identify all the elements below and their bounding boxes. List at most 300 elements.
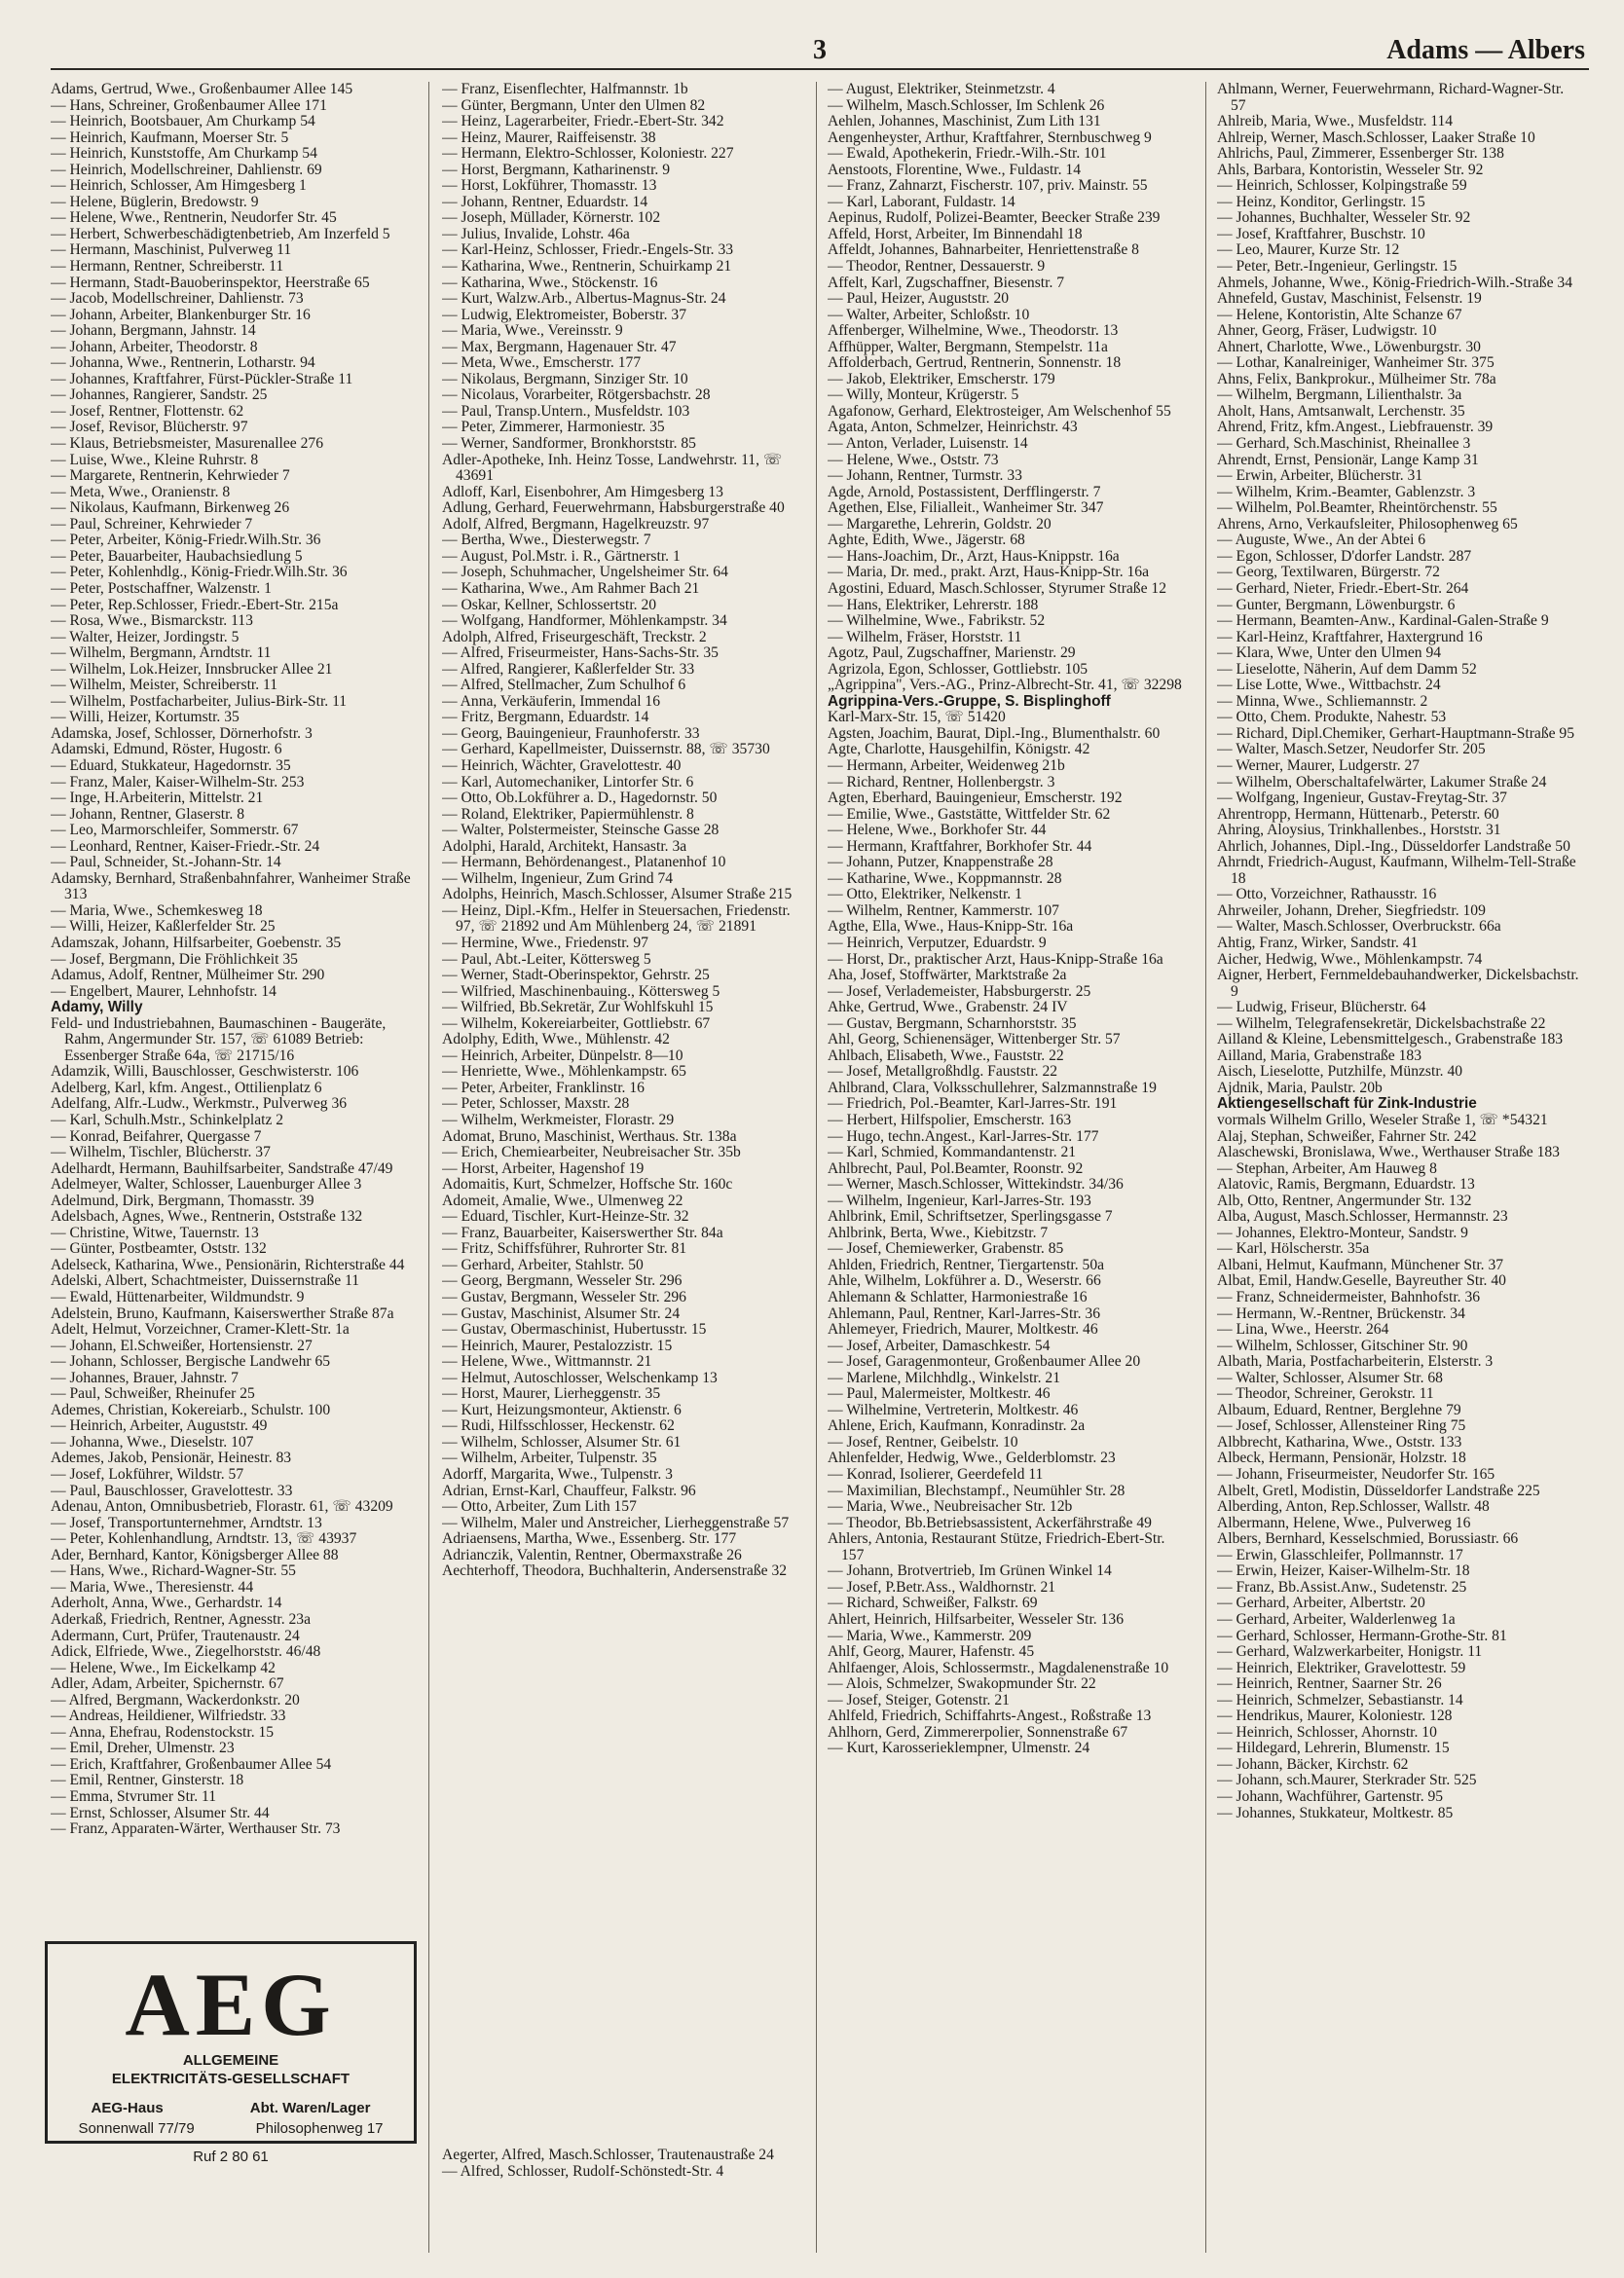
list-item: — Josef, Verlademeister, Habsburgerstr. 25 (828, 982, 1091, 1000)
list-item: — Maria, Dr. med., prakt. Arzt, Haus-Knipp-Str. 16a (828, 564, 1150, 581)
list-item: — Rudi, Hilfsschlosser, Heckenstr. 62 (442, 1417, 675, 1435)
list-item: — Willy, Monteur, Krügerstr. 5 (828, 386, 1019, 404)
list-item: Adlung, Gerhard, Feuerwehrmann, Habsburgerstraße 40 (442, 499, 785, 517)
list-item: — Katharina, Wwe., Rentnerin, Schuirkamp 21 (442, 258, 732, 276)
list-item: — Ewald, Apothekerin, Friedr.-Wilh.-Str. 101 (828, 145, 1107, 163)
list-item: Adolphs, Heinrich, Masch.Schlosser, Alsumer Straße 215 (442, 886, 793, 903)
list-item: Ahlert, Heinrich, Hilfsarbeiter, Wesseler Str. 136 (828, 1610, 1124, 1628)
list-item: — Emil, Rentner, Ginsterstr. 18 (51, 1772, 244, 1789)
list-item: Adelski, Albert, Schachtmeister, Duissernstraße 11 (51, 1272, 360, 1290)
list-item: Agten, Eberhard, Bauingenieur, Emscherstr. 192 (828, 790, 1123, 807)
list-item: — Franz, Maler, Kaiser-Wilhelm-Str. 253 (51, 773, 305, 790)
list-item: — Alfred, Rangierer, Kaßlerfelder Str. 33 (442, 660, 695, 678)
directory-column-3 (828, 82, 1190, 2253)
list-item: Aegerter, Alfred, Masch.Schlosser, Trautenaustraße 24 (442, 2147, 774, 2163)
list-item: Ahnert, Charlotte, Wwe., Löwenburgstr. 30 (1217, 338, 1481, 355)
list-item: — Emil, Dreher, Ulmenstr. 23 (51, 1740, 235, 1757)
list-item: — Johann, Arbeiter, Theodorstr. 8 (51, 338, 258, 355)
list-item: — Franz, Eisenflechter, Halfmannstr. 1b (442, 82, 688, 97)
list-item: Ailland, Maria, Grabenstraße 183 (1217, 1047, 1422, 1064)
list-item: — Hans-Joachim, Dr., Arzt, Haus-Knippstr. 16a (828, 547, 1120, 565)
list-item: Ahle, Wilhelm, Lokführer a. D., Weserstr. 66 (828, 1272, 1101, 1290)
list-item: Alberding, Anton, Rep.Schlosser, Wallstr. 48 (1217, 1498, 1490, 1516)
list-item: — Wilhelm, Oberschaltafelwärter, Lakumer Straße 24 (1217, 773, 1547, 790)
list-item: — Walter, Masch.Setzer, Neudorfer Str. 205 (1217, 741, 1486, 758)
list-item: — Karl, Automechaniker, Lintorfer Str. 6 (442, 773, 694, 790)
list-item: — Eduard, Tischler, Kurt-Heinze-Str. 32 (442, 1208, 689, 1226)
list-item: — Karl, Schulh.Mstr., Schinkelplatz 2 (51, 1112, 284, 1128)
list-item: Agrizola, Egon, Schlosser, Gottliebstr. 105 (828, 660, 1089, 678)
list-item: — Peter, Arbeiter, König-Friedr.Wilh.Str. 36 (51, 532, 321, 549)
list-item: — Walter, Polstermeister, Steinsche Gasse 28 (442, 822, 720, 839)
list-item: — Peter, Schlosser, Maxstr. 28 (442, 1095, 630, 1113)
list-item: Alatovic, Ramis, Bergmann, Eduardstr. 13 (1217, 1176, 1475, 1194)
list-item: Ahlbrink, Berta, Wwe., Kiebitzstr. 7 (828, 1224, 1049, 1241)
list-item: — Ludwig, Elektromeister, Boberstr. 37 (442, 306, 686, 323)
list-item: — Horst, Maurer, Lierheggenstr. 35 (442, 1385, 661, 1403)
list-item: — Meta, Wwe., Emscherstr. 177 (442, 354, 642, 372)
list-item: Adomaitis, Kurt, Schmelzer, Hoffsche Str. 160c (442, 1176, 733, 1194)
list-item: — Wilhelm, Postfacharbeiter, Julius-Birk-Str. 11 (51, 692, 348, 710)
list-item: — Wilhelm, Tischler, Blücherstr. 37 (51, 1144, 271, 1161)
ad-right-heading: Abt. Waren/Lager (249, 2100, 371, 2116)
list-item: — Wilhelm, Ingenieur, Karl-Jarres-Str. 193 (828, 1192, 1091, 1209)
list-item: — Gerhard, Sch.Maschinist, Rheinallee 3 (1217, 435, 1471, 453)
list-item: Albath, Maria, Postfacharbeiterin, Elsterstr. 3 (1217, 1353, 1494, 1371)
list-item: — Wilhelm, Telegrafensekretär, Dickelsbachstraße 22 (1217, 1014, 1546, 1032)
list-item: — Johannes, Elektro-Monteur, Sandstr. 9 (1217, 1224, 1468, 1241)
list-item: Adler, Adam, Arbeiter, Spichernstr. 67 (51, 1675, 284, 1693)
list-item: — Nikolaus, Kaufmann, Birkenweg 26 (51, 499, 290, 517)
list-item: — Erwin, Heizer, Kaiser-Wilhelm-Str. 18 (1217, 1562, 1470, 1580)
list-item: — Paul, Abt.-Leiter, Köttersweg 5 (442, 950, 651, 968)
list-item: Adamszak, Johann, Hilfsarbeiter, Goebenstr. 35 (51, 934, 342, 951)
list-item: — Wilhelm, Bergmann, Arndtstr. 11 (51, 644, 272, 662)
list-item: Feld- und Industriebahnen, Baumaschinen - Baugeräte, Rahm, Angermunder Str. 157, ☏ 61089 Betrieb: Essenberger Straße 64a, ☏ 21715/16 (51, 1014, 387, 1064)
list-item: — Andreas, Heildiener, Wilfriedstr. 33 (51, 1708, 286, 1725)
list-item: — Paul, Schneider, St.-Johann-Str. 14 (51, 854, 281, 871)
list-item: — Otto, Vorzeichner, Rathausstr. 16 (1217, 886, 1437, 903)
list-item: Karl-Marx-Str. 15, ☏ 51420 (828, 709, 1006, 726)
list-item: — Walter, Arbeiter, Schloßstr. 10 (828, 306, 1030, 323)
list-item: — Wilhelm, Arbeiter, Tulpenstr. 35 (442, 1450, 657, 1467)
list-item: — Helene, Kontoristin, Alte Schanze 67 (1217, 306, 1462, 323)
list-item: Agthe, Ella, Wwe., Haus-Knipp-Str. 16a (828, 918, 1074, 936)
list-item: — Hugo, techn.Angest., Karl-Jarres-Str. 177 (828, 1127, 1099, 1145)
list-item: — Josef, Schlosser, Allensteiner Ring 75 (1217, 1417, 1466, 1435)
directory-column-1 (51, 82, 413, 2253)
list-item: — Walter, Schlosser, Alsumer Str. 68 (1217, 1369, 1443, 1386)
list-item: — Wilhelmine, Wwe., Fabrikstr. 52 (828, 612, 1046, 630)
list-item: — Peter, Rep.Schlosser, Friedr.-Ebert-Str. 215a (51, 596, 339, 613)
list-item: — Rosa, Wwe., Bismarckstr. 113 (51, 612, 253, 630)
list-item: — Karl, Laborant, Fuldastr. 14 (828, 193, 1015, 210)
list-item: — Wolfgang, Ingenieur, Gustav-Freytag-Str. 37 (1217, 790, 1507, 807)
list-item: — Gustav, Bergmann, Scharnhorststr. 35 (828, 1014, 1077, 1032)
list-item: — Franz, Bauarbeiter, Kaiserswerther Str. 84a (442, 1224, 723, 1241)
list-item: — Otto, Elektriker, Nelkenstr. 1 (828, 886, 1022, 903)
list-item: Agotz, Paul, Zugschaffner, Marienstr. 29 (828, 644, 1076, 662)
list-item: Adolph, Alfred, Friseurgeschäft, Treckstr. 2 (442, 628, 707, 645)
list-item: Affeld, Horst, Arbeiter, Im Binnendahl 18 (828, 225, 1083, 242)
list-item: Ahrendt, Ernst, Pensionär, Lange Kamp 31 (1217, 451, 1479, 468)
list-item: Ahlene, Erich, Kaufmann, Konradinstr. 2a (828, 1417, 1086, 1435)
list-item: — Roland, Elektriker, Papiermühlenstr. 8 (442, 805, 694, 823)
list-item: — Josef, Rentner, Geibelstr. 10 (828, 1433, 1018, 1451)
list-item: Ahlbach, Elisabeth, Wwe., Fauststr. 22 (828, 1047, 1064, 1064)
list-item: — Gustav, Obermaschinist, Hubertusstr. 15 (442, 1321, 707, 1339)
list-item: — Hermine, Wwe., Friedenstr. 97 (442, 934, 648, 951)
list-item: — Julius, Invalide, Lohstr. 46a (442, 225, 630, 242)
list-item: — Alfred, Bergmann, Wackerdonkstr. 20 (51, 1691, 300, 1708)
list-item: Adamsky, Bernhard, Straßenbahnfahrer, Wanheimer Straße 313 (51, 869, 411, 903)
list-item: — Günter, Bergmann, Unter den Ulmen 82 (442, 96, 706, 114)
list-item: — Gerhard, Schlosser, Hermann-Grothe-Str. 81 (1217, 1627, 1507, 1644)
list-item: Alaj, Stephan, Schweißer, Fahrner Str. 242 (1217, 1127, 1477, 1145)
list-item: — Wilhelm, Lok.Heizer, Innsbrucker Allee 21 (51, 660, 333, 678)
list-item: — Gerhard, Kapellmeister, Duissernstr. 88, ☏ 35730 (442, 741, 770, 758)
list-item: Ahrens, Arno, Verkaufsleiter, Philosophenweg 65 (1217, 515, 1518, 533)
list-item: Adloff, Karl, Eisenbohrer, Am Himgesberg 13 (442, 483, 723, 500)
list-item: — Paul, Bauschlosser, Gravelottestr. 33 (51, 1482, 293, 1499)
list-item: Ahlemeyer, Friedrich, Maurer, Moltkestr. 46 (828, 1321, 1098, 1339)
list-item: — Lieselotte, Näherin, Auf dem Damm 52 (1217, 660, 1477, 678)
list-item: — Hans, Wwe., Richard-Wagner-Str. 55 (51, 1562, 296, 1580)
list-item: Aholt, Hans, Amtsanwalt, Lerchenstr. 35 (1217, 402, 1465, 420)
list-item: — Theodor, Bb.Betriebsassistent, Ackerfährstraße 49 (828, 1514, 1152, 1531)
directory-columns (51, 82, 1589, 2253)
list-item: — Johann, Schlosser, Bergische Landwehr 65 (51, 1353, 331, 1371)
list-item: — Heinz, Lagerarbeiter, Friedr.-Ebert-Str. 342 (442, 113, 724, 130)
directory-column-2 (442, 82, 804, 2253)
list-item: Ahlfeld, Friedrich, Schiffahrts-Angest., Roßstraße 13 (828, 1708, 1152, 1725)
list-item: — Josef, Kraftfahrer, Buschstr. 10 (1217, 225, 1425, 242)
list-item: — Karl, Hölscherstr. 35a (1217, 1240, 1370, 1258)
list-item: — Theodor, Schreiner, Gerokstr. 11 (1217, 1385, 1434, 1403)
list-item: — Minna, Wwe., Schliemannstr. 2 (1217, 692, 1428, 710)
list-item: Adamski, Edmund, Röster, Hugostr. 6 (51, 741, 282, 758)
list-item: — Wilhelm, Kokereiarbeiter, Gottliebstr. 67 (442, 1014, 711, 1032)
list-item: Agostini, Eduard, Masch.Schlosser, Styrumer Straße 12 (828, 579, 1167, 597)
list-item: — Bertha, Wwe., Diesterwegstr. 7 (442, 532, 651, 549)
list-item: — Alfred, Friseurmeister, Hans-Sachs-Str. 35 (442, 644, 719, 662)
list-item: — Emilie, Wwe., Gaststätte, Wittfelder Str. 62 (828, 805, 1111, 823)
list-item: — Josef, Transportunternehmer, Arndtstr. 13 (51, 1514, 322, 1531)
list-item: — Hermann, Rentner, Schreiberstr. 11 (51, 258, 284, 276)
list-item: Ahlf, Georg, Maurer, Hafenstr. 45 (828, 1643, 1035, 1661)
list-item: — Helene, Wwe., Wittmannstr. 21 (442, 1353, 652, 1371)
list-item: — Johann, Putzer, Knappenstraße 28 (828, 854, 1053, 871)
list-item: „Agrippina", Vers.-AG., Prinz-Albrecht-Str. 41, ☏ 32298 (828, 677, 1182, 694)
list-item: — Wilhelm, Schlosser, Alsumer Str. 61 (442, 1433, 682, 1451)
list-item: Aengenheyster, Arthur, Kraftfahrer, Sternbuschweg 9 (828, 129, 1152, 146)
list-item: Adrian, Ernst-Karl, Chauffeur, Falkstr. 96 (442, 1482, 696, 1499)
list-item: Ahlden, Friedrich, Rentner, Tiergartenstr. 50a (828, 1256, 1105, 1273)
list-item: — Heinrich, Schlosser, Ahornstr. 10 (1217, 1723, 1437, 1741)
list-item: — Karl-Heinz, Kraftfahrer, Haxtergrund 16 (1217, 628, 1483, 645)
list-item: — August, Elektriker, Steinmetzstr. 4 (828, 82, 1055, 97)
list-item: Ademes, Christian, Kokereiarb., Schulstr. 100 (51, 1401, 331, 1418)
list-item: — Horst, Dr., praktischer Arzt, Haus-Knipp-Straße 16a (828, 950, 1163, 968)
list-item: — Johann, Bäcker, Kirchstr. 62 (1217, 1755, 1409, 1773)
list-item: — Max, Bergmann, Hagenauer Str. 47 (442, 338, 677, 355)
list-item: — Katharina, Wwe., Am Rahmer Bach 21 (442, 579, 700, 597)
list-item: Ahnefeld, Gustav, Maschinist, Felsenstr. 19 (1217, 290, 1482, 308)
list-item: — Hans, Elektriker, Lehrerstr. 188 (828, 596, 1039, 613)
list-item: Ahlfaenger, Alois, Schlossermstr., Magdalenenstraße 10 (828, 1659, 1169, 1676)
list-item: — Georg, Textilwaren, Bürgerstr. 72 (1217, 564, 1440, 581)
list-item: Agata, Anton, Schmelzer, Heinrichstr. 43 (828, 419, 1078, 436)
ad-left-heading: AEG-Haus (91, 2100, 164, 2116)
list-item: — Horst, Lokführer, Thomasstr. 13 (442, 177, 657, 195)
list-item: — Kurt, Heizungsmonteur, Aktienstr. 6 (442, 1401, 682, 1418)
list-item: — Paul, Malermeister, Moltkestr. 46 (828, 1385, 1051, 1403)
list-item: — Johann, Rentner, Glaserstr. 8 (51, 805, 245, 823)
list-item: — Walter, Heizer, Jordingstr. 5 (51, 628, 240, 645)
list-item: — Josef, Arbeiter, Damaschkestr. 54 (828, 1337, 1051, 1354)
list-item: — Emma, Stvrumer Str. 11 (51, 1787, 217, 1805)
list-item: — Johann, Rentner, Turmstr. 33 (828, 467, 1022, 485)
list-item: — Engelbert, Maurer, Lehnhofstr. 14 (51, 982, 277, 1000)
list-item: Ahrndt, Friedrich-August, Kaufmann, Wilhelm-Tell-Straße 18 (1217, 854, 1576, 887)
list-item: — Heinrich, Kaufmann, Moerser Str. 5 (51, 129, 289, 146)
list-item: Ahner, Georg, Fräser, Ludwigstr. 10 (1217, 322, 1437, 340)
list-item: Albermann, Helene, Wwe., Pulverweg 16 (1217, 1514, 1471, 1531)
page-header (51, 29, 1589, 70)
list-item: — Ludwig, Friseur, Blücherstr. 64 (1217, 999, 1426, 1016)
list-item: — Konrad, Beifahrer, Quergasse 7 (51, 1127, 262, 1145)
list-item: Adrianczik, Valentin, Rentner, Obermaxstraße 26 (442, 1546, 742, 1563)
list-item: — Erwin, Arbeiter, Blücherstr. 31 (1217, 467, 1423, 485)
list-item: — Werner, Sandformer, Bronkhorststr. 85 (442, 435, 696, 453)
list-item: — Johann, Friseurmeister, Neudorfer Str. 165 (1217, 1466, 1495, 1484)
list-item: — Leo, Marmorschleifer, Sommerstr. 67 (51, 822, 299, 839)
list-item: — Hermann, W.-Rentner, Brückenstr. 34 (1217, 1304, 1465, 1322)
list-item: — Wilhelm, Schlosser, Gitschiner Str. 90 (1217, 1337, 1468, 1354)
list-item: Albers, Bernhard, Kesselschmied, Borussiastr. 66 (1217, 1530, 1519, 1548)
list-item: — Inge, H.Arbeiterin, Mittelstr. 21 (51, 790, 264, 807)
list-item: — Leonhard, Rentner, Kaiser-Friedr.-Str. 24 (51, 837, 320, 855)
list-item: Adelsbach, Agnes, Wwe., Rentnerin, Oststraße 132 (51, 1208, 363, 1226)
list-item: — Helene, Wwe., Oststr. 73 (828, 451, 999, 468)
list-item: — Helene, Wwe., Borkhofer Str. 44 (828, 822, 1047, 839)
list-item: — Peter, Kohlenhdlg., König-Friedr.Wilh.Str. 36 (51, 564, 348, 581)
list-item: — Peter, Zimmerer, Harmoniestr. 35 (442, 419, 665, 436)
list-item: — Johanna, Wwe., Dieselstr. 107 (51, 1433, 254, 1451)
list-item: — Katharina, Wwe., Stöckenstr. 16 (442, 274, 658, 291)
list-item: Agrippina-Vers.-Gruppe, S. Bisplinghoff (828, 692, 1111, 710)
list-item: Affelt, Karl, Zugschaffner, Biesenstr. 7 (828, 274, 1065, 291)
list-item: — Heinz, Maurer, Raiffeisenstr. 38 (442, 129, 656, 146)
list-item: Ahmels, Johanne, Wwe., König-Friedrich-Wilh.-Straße 34 (1217, 274, 1573, 291)
list-item: Aepinus, Rudolf, Polizei-Beamter, Beecker Straße 239 (828, 209, 1161, 227)
list-item: — Maria, Wwe., Theresienstr. 44 (51, 1578, 254, 1596)
list-item: Ajdnik, Maria, Paulstr. 20b (1217, 1079, 1383, 1096)
list-item: — Hermann, Stadt-Bauoberinspektor, Heerstraße 65 (51, 274, 370, 291)
list-item: — Josef, Lokführer, Wildstr. 57 (51, 1466, 244, 1484)
list-item: — Peter, Betr.-Ingenieur, Gerlingstr. 15 (1217, 258, 1458, 276)
list-item: — Johanna, Wwe., Rentnerin, Lotharstr. 94 (51, 354, 315, 372)
list-item: — Stephan, Arbeiter, Am Hauweg 8 (1217, 1159, 1437, 1177)
list-item: — Nikolaus, Bergmann, Sinziger Str. 10 (442, 370, 688, 387)
list-item: Adriaensens, Martha, Wwe., Essenberg. Str. 177 (442, 1530, 737, 1548)
list-item: Ader, Bernhard, Kantor, Königsberger Allee 88 (51, 1546, 339, 1563)
list-item: — Paul, Schweißer, Rheinufer 25 (51, 1385, 255, 1403)
list-item: — Anna, Verkäuferin, Immendal 16 (442, 692, 661, 710)
list-item: — Heinrich, Rentner, Saarner Str. 26 (1217, 1675, 1442, 1693)
list-item: — Margarete, Rentnerin, Kehrwieder 7 (51, 467, 290, 485)
list-item: Ahlers, Antonia, Restaurant Stütze, Friedrich-Ebert-Str. 157 (828, 1530, 1165, 1563)
list-item: — Jakob, Elektriker, Emscherstr. 179 (828, 370, 1055, 387)
list-item: — Josef, Rentner, Flottenstr. 62 (51, 402, 244, 420)
list-item: — Otto, Arbeiter, Zum Lith 157 (442, 1498, 637, 1516)
list-item: — Paul, Heizer, Auguststr. 20 (828, 290, 1010, 308)
list-item: — Johannes, Kraftfahrer, Fürst-Pückler-Straße 11 (51, 370, 353, 387)
list-item: — Fritz, Bergmann, Eduardstr. 14 (442, 709, 649, 726)
list-item: — Josef, Revisor, Blücherstr. 97 (51, 419, 248, 436)
list-item: Ahlbrecht, Paul, Pol.Beamter, Roonstr. 92 (828, 1159, 1084, 1177)
list-item: — Wilfried, Maschinenbauing., Köttersweg 5 (442, 982, 720, 1000)
list-item: — Maria, Wwe., Schemkesweg 18 (51, 901, 263, 919)
list-item: — Josef, Metallgroßhdlg. Fauststr. 22 (828, 1063, 1058, 1081)
list-item: — Oskar, Kellner, Schlossertstr. 20 (442, 596, 657, 613)
list-item: — Maria, Wwe., Neubreisacher Str. 12b (828, 1498, 1073, 1516)
list-item: Agte, Charlotte, Hausgehilfin, Königstr. 42 (828, 741, 1090, 758)
list-item: — Kurt, Karosserieklempner, Ulmenstr. 24 (828, 1740, 1090, 1757)
list-item: Affeldt, Johannes, Bahnarbeiter, Henriettenstraße 8 (828, 241, 1139, 259)
list-item: — Hermann, Behördenangest., Platanenhof 10 (442, 854, 726, 871)
list-item: Adelfang, Alfr.-Ludw., Werkmstr., Pulverweg 36 (51, 1095, 348, 1113)
list-item: — Kurt, Walzw.Arb., Albertus-Magnus-Str. 24 (442, 290, 726, 308)
list-item: — Heinrich, Maurer, Pestalozzistr. 15 (442, 1337, 673, 1354)
list-item: — Johannes, Brauer, Jahnstr. 7 (51, 1369, 239, 1386)
list-item: — Maria, Wwe., Vereinsstr. 9 (442, 322, 623, 340)
list-item: Agethen, Else, Filialleit., Wanheimer Str. 347 (828, 499, 1104, 517)
ad-phone: Ruf 2 80 61 (193, 2149, 269, 2165)
list-item: Agsten, Joachim, Baurat, Dipl.-Ing., Blumenthalstr. 60 (828, 724, 1161, 742)
list-item: Ahlreib, Maria, Wwe., Musfeldstr. 114 (1217, 113, 1454, 130)
list-item: Aktiengesellschaft für Zink-Industrie (1217, 1095, 1477, 1113)
list-item: Ahtig, Franz, Wirker, Sandstr. 41 (1217, 934, 1419, 951)
list-item: Albeck, Hermann, Pensionär, Holzstr. 18 (1217, 1450, 1466, 1467)
list-item: — Wilhelm, Werkmeister, Florastr. 29 (442, 1112, 675, 1128)
list-item: Aicher, Hedwig, Wwe., Möhlenkampstr. 74 (1217, 950, 1483, 968)
list-item: — Karl, Schmied, Kommandantenstr. 21 (828, 1144, 1077, 1161)
list-item: — Alfred, Stellmacher, Zum Schulhof 6 (442, 677, 686, 694)
list-item: — Wilhelm, Krim.-Beamter, Gablenzstr. 3 (1217, 483, 1476, 500)
ad-locations (48, 2100, 414, 2116)
list-item: Adenau, Anton, Omnibusbetrieb, Florastr. 61, ☏ 43209 (51, 1498, 393, 1516)
list-item: — Herbert, Schwerbeschädigtenbetrieb, Am Inzerfeld 5 (51, 225, 390, 242)
list-item: Ahrweiler, Johann, Dreher, Siegfriedstr. 109 (1217, 901, 1486, 919)
list-item: — Paul, Schreiner, Kehrwieder 7 (51, 515, 253, 533)
list-item: Affenberger, Wilhelmine, Wwe., Theodorstr. 13 (828, 322, 1119, 340)
list-item: — Wilhelm, Pol.Beamter, Rheintörchenstr. 55 (1217, 499, 1497, 517)
list-item: Albaum, Eduard, Rentner, Berglehne 79 (1217, 1401, 1461, 1418)
list-item: — Eduard, Stukkateur, Hagedornstr. 35 (51, 756, 291, 774)
list-item: — Karl-Heinz, Schlosser, Friedr.-Engels-Str. 33 (442, 241, 734, 259)
list-item: — Alfred, Schlosser, Rudolf-Schönstedt-Str. 4 (442, 2162, 724, 2180)
list-item: — Herbert, Hilfspolier, Emscherstr. 163 (828, 1112, 1072, 1128)
list-item: — Meta, Wwe., Oranienstr. 8 (51, 483, 231, 500)
list-item: — Johann, Rentner, Eduardstr. 14 (442, 193, 648, 210)
list-item: — Klara, Wwe, Unter den Ulmen 94 (1217, 644, 1442, 662)
list-item: — Johann, Bergmann, Jahnstr. 14 (51, 322, 256, 340)
list-item: — Margarethe, Lehrerin, Goldstr. 20 (828, 515, 1052, 533)
list-item: Aigner, Herbert, Fernmeldebauhandwerker, Dickelsbachstr. 9 (1217, 967, 1579, 1000)
list-item: Ahke, Gertrud, Wwe., Grabenstr. 24 IV (828, 999, 1068, 1016)
list-item: — Ernst, Schlosser, Alsumer Str. 44 (51, 1804, 270, 1821)
list-item: Adick, Elfriede, Wwe., Ziegelhorststr. 46/48 (51, 1643, 321, 1661)
list-item: — Lise Lotte, Wwe., Wittbachstr. 24 (1217, 677, 1441, 694)
list-item: Aghte, Edith, Wwe., Jägerstr. 68 (828, 532, 1025, 549)
list-item: Ahrlich, Johannes, Dipl.-Ing., Düsseldorfer Landstraße 50 (1217, 837, 1570, 855)
list-item: Ahlreip, Werner, Masch.Schlosser, Laaker Straße 10 (1217, 129, 1535, 146)
list-item: Adomat, Bruno, Maschinist, Werthaus. Str. 138a (442, 1127, 737, 1145)
list-item: — Heinz, Dipl.-Kfm., Helfer in Steuersachen, Friedenstr. 97, ☏ 21892 und Am Mühlenberg 24, ☏ 21891 (442, 901, 791, 936)
list-item: — Georg, Bauingenieur, Fraunhoferstr. 33 (442, 724, 700, 742)
page-number: 3 (813, 35, 827, 65)
list-item: — Hermann, Maschinist, Pulverweg 11 (51, 241, 292, 259)
list-item: — Franz, Apparaten-Wärter, Werthauser Str. 73 (51, 1820, 341, 1838)
list-item: — Theodor, Rentner, Dessauerstr. 9 (828, 258, 1046, 276)
list-item: Ailland & Kleine, Lebensmittelgesch., Grabenstraße 183 (1217, 1031, 1564, 1048)
list-item: — Alois, Schmelzer, Swakopmunder Str. 22 (828, 1675, 1096, 1693)
list-item: — Wilhelm, Rentner, Kammerstr. 107 (828, 901, 1059, 919)
list-item: — Otto, Ob.Lokführer a. D., Hagedornstr. 50 (442, 790, 718, 807)
list-item: Adelt, Helmut, Vorzeichner, Cramer-Klett-Str. 1a (51, 1321, 350, 1339)
list-item: — Helene, Büglerin, Bredowstr. 9 (51, 193, 259, 210)
list-item: Alba, August, Masch.Schlosser, Hermannstr. 23 (1217, 1208, 1508, 1226)
list-item: — Fritz, Schiffsführer, Ruhrorter Str. 81 (442, 1240, 687, 1258)
list-item: — Horst, Arbeiter, Hagenshof 19 (442, 1159, 645, 1177)
list-item: — Peter, Postschaffner, Walzenstr. 1 (51, 579, 272, 597)
list-item: Ahlmann, Werner, Feuerwehrmann, Richard-Wagner-Str. 57 (1217, 82, 1565, 114)
ad-right-address: Philosophenweg 17 (255, 2120, 384, 2137)
list-item: Ahl, Georg, Schienensäger, Wittenberger Str. 57 (828, 1031, 1121, 1048)
list-item: — Johannes, Buchhalter, Wesseler Str. 92 (1217, 209, 1471, 227)
list-item: — Richard, Schweißer, Falkstr. 69 (828, 1595, 1038, 1612)
list-item: Adamy, Willy (51, 999, 143, 1016)
list-item: — Paul, Transp.Untern., Musfeldstr. 103 (442, 402, 690, 420)
list-item: — Josef, P.Betr.Ass., Waldhornstr. 21 (828, 1578, 1056, 1596)
list-item: — Hermann, Elektro-Schlosser, Koloniestr. 227 (442, 145, 734, 163)
list-item: — Hildegard, Lehrerin, Blumenstr. 15 (1217, 1740, 1450, 1757)
list-item: — Willi, Heizer, Kaßlerfelder Str. 25 (51, 918, 276, 936)
list-item: Ahring, Aloysius, Trinkhallenbes., Horststr. 31 (1217, 822, 1501, 839)
ad-company-line1: ALLGEMEINE (182, 2052, 279, 2069)
list-item: — Lothar, Kanalreiniger, Wanheimer Str. 375 (1217, 354, 1495, 372)
list-item: Agafonow, Gerhard, Elektrosteiger, Am Welschenhof 55 (828, 402, 1171, 420)
list-item: — Werner, Maurer, Ludgerstr. 27 (1217, 756, 1421, 774)
list-item: — Wilhelm, Meister, Schreiberstr. 11 (51, 677, 278, 694)
list-item: Aderholt, Anna, Wwe., Gerhardstr. 14 (51, 1595, 282, 1612)
list-item: — Horst, Bergmann, Katharinenstr. 9 (442, 161, 671, 178)
list-item: — Henriette, Wwe., Möhlenkampstr. 65 (442, 1063, 686, 1081)
list-item: Ahlbrand, Clara, Volksschullehrer, Salzmannstraße 19 (828, 1079, 1157, 1096)
list-item: — Friedrich, Pol.-Beamter, Karl-Jarres-Str. 191 (828, 1095, 1118, 1113)
list-item: — Heinrich, Bootsbauer, Am Churkamp 54 (51, 113, 315, 130)
list-item: Aisch, Lieselotte, Putzhilfe, Münzstr. 40 (1217, 1063, 1463, 1081)
list-item: — Johann, Arbeiter, Blankenburger Str. 16 (51, 306, 311, 323)
list-item: Affhüpper, Walter, Bergmann, Stempelstr. 11a (828, 338, 1108, 355)
list-item: Ahlhorn, Gerd, Zimmererpolier, Sonnenstraße 67 (828, 1723, 1128, 1741)
list-item: — Gerhard, Nieter, Friedr.-Ebert-Str. 264 (1217, 579, 1469, 597)
list-item: Ahlemann & Schlatter, Harmoniestraße 16 (828, 1289, 1088, 1306)
list-item: — Wilfried, Bb.Sekretär, Zur Wohlfskuhl 15 (442, 999, 714, 1016)
list-item: — Helene, Wwe., Im Eickelkamp 42 (51, 1659, 276, 1676)
list-item: — Klaus, Betriebsmeister, Masurenallee 276 (51, 435, 323, 453)
